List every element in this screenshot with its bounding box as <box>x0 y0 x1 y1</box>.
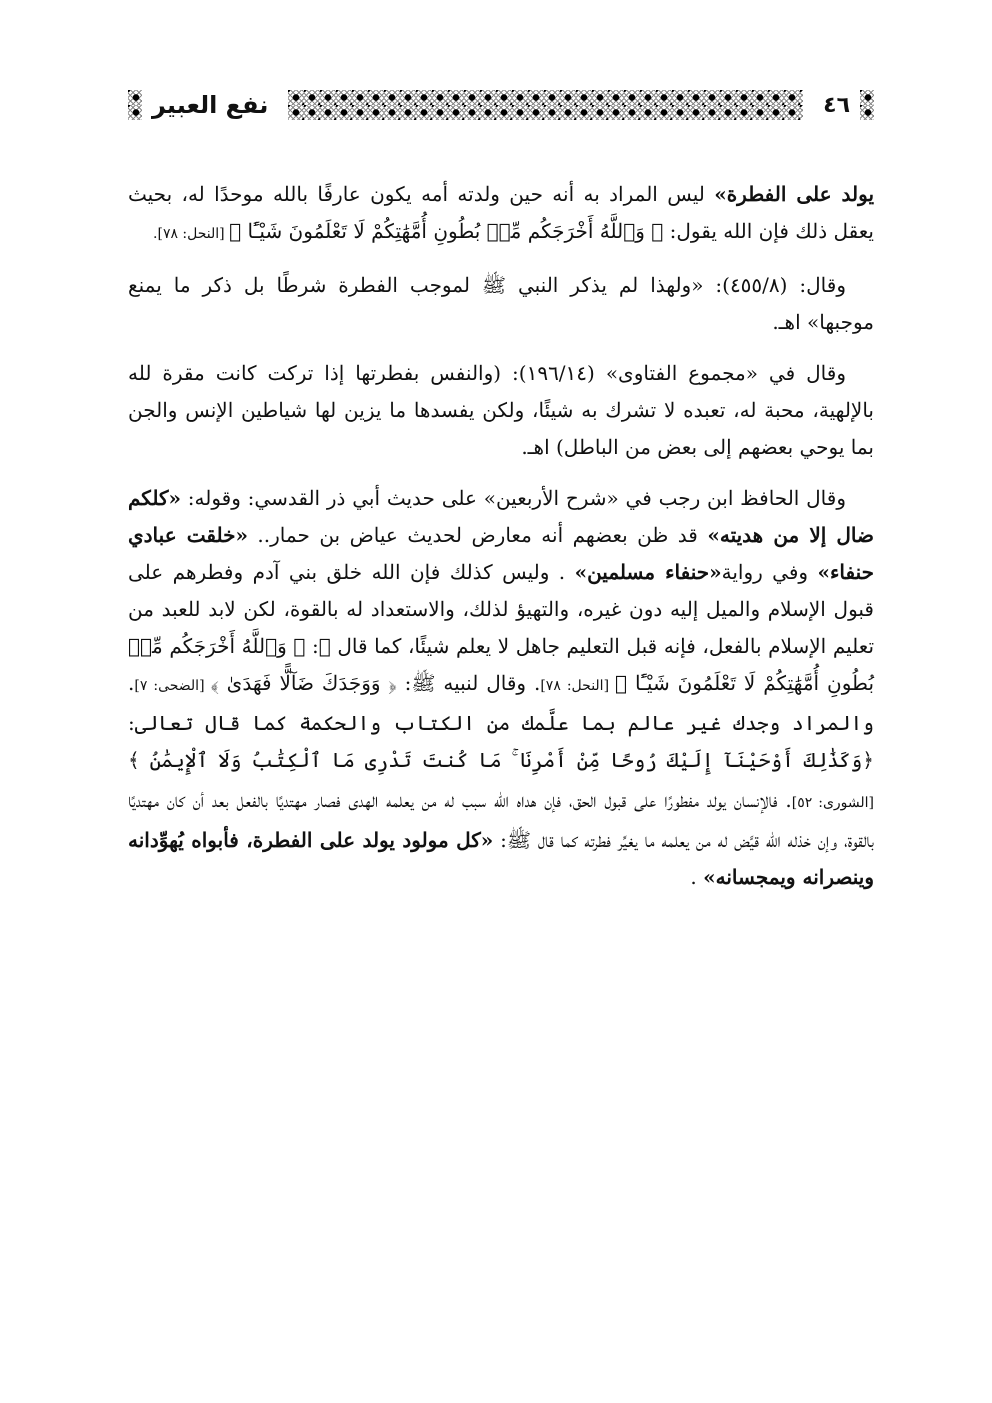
hadith-quote: «كلكم ضال إلا من هديته» <box>128 486 875 547</box>
verse-reference: [الشورى: ٥٢] <box>791 795 874 811</box>
page-header <box>128 86 874 124</box>
page-body <box>128 176 874 910</box>
hadith-quote: «خلقت عبادي حنفاء» <box>128 523 874 584</box>
text-run: ليس المراد به أنه حين ولدته أمه يكون عارفًا بالله موحدًا له، بحيث يعقل ذلك فإن الله يقول: <box>128 182 874 243</box>
text-run: . والمراد وجدك غير عالم بما علَّمك من الكتاب والحكمة كما قال تعالى: <box>128 671 874 735</box>
text-run: وقال الحافظ ابن رجب في «شرح الأربعين» على حديث أبي ذر القدسي: وقوله: <box>181 486 846 510</box>
ornament-icon <box>128 90 142 120</box>
paragraph <box>128 355 874 466</box>
verse-reference: [النحل: ٧٨]. <box>153 226 230 242</box>
page-number: ٤٦ <box>823 92 850 118</box>
text-run: . فالإنسان يولد مفطورًا على قبول الحق، فإن هداه الله سبب له من يعلمه الهدى فصار مهتديًا بالفعل بعد أن كان مهتديًا بالقوة، وإن خذله الله قيَّض له من يعلمه ما يغيِّر فطرته كما قال ﷺ: <box>128 788 874 852</box>
hadith-quote: «كل مولود يولد على الفطرة، فأبواه يُهوِّدانه وينصرانه ويمجسانه» <box>128 828 874 889</box>
text-run: . وقال لنبيه ﷺ: <box>396 671 541 695</box>
hadith-quote: يولد على الفطرة» <box>714 182 875 206</box>
quran-verse: ﴿ وَٱللَّهُ أَخْرَجَكُم مِّنۢ بُطُونِ أُمَّهَٰتِكُمْ لَا تَعْلَمُونَ شَيْـًٔا ﴾ <box>128 634 875 695</box>
text-run: . <box>690 865 704 889</box>
ornament-icon <box>860 90 874 120</box>
quran-verse: ﴿ وَٱللَّهُ أَخْرَجَكُم مِّنۢ بُطُونِ أُمَّهَٰتِكُمْ لَا تَعْلَمُونَ شَيْـًٔا ﴾ <box>229 219 664 243</box>
quran-verse: ﴿وَكَذَٰلِكَ أَوْحَيْنَآ إِلَيْكَ رُوحًا مِّنْ أَمْرِنَا ۚ مَا كُنتَ تَدْرِى مَا ٱلْكِتَٰبُ وَلَا ٱلْإِيمَٰنُ ﴾ <box>128 748 874 772</box>
verse-reference: [النحل: ٧٨] <box>540 678 616 694</box>
text-run: . وليس كذلك فإن الله خلق بني آدم وفطرهم على قبول الإسلام والميل إليه دون غيره، والتهيؤ لذلك، والاستعداد له بالقوة، لكن لابد للعبد من تعليم الإسلام بالفعل، فإنه قبل التعليم جاهل لا يعلم شيئًا، كما قال ﷻ: <box>128 560 875 658</box>
text-run: قد ظن بعضهم أنه معارض لحديث عياض بن حمار.. <box>247 523 708 547</box>
text-run: وقال: (٤٥٥/٨): «ولهذا لم يذكر النبي ﷺ لموجب الفطرة شرطًا بل ذكر ما يمنع موجبها» اهـ. <box>128 273 874 334</box>
text-run: وفي رواية <box>721 560 818 584</box>
paragraph <box>128 176 874 253</box>
quran-verse: ﴿ وَوَجَدَكَ ضَآلًّا فَهَدَىٰ ﴾ <box>210 671 397 695</box>
ornament-band-icon <box>288 90 803 120</box>
paragraph <box>128 480 874 896</box>
hadith-quote: «حنفاء مسلمين» <box>574 560 722 584</box>
verse-reference: [الضحى: ٧] <box>134 678 211 694</box>
text-run: وقال في «مجموع الفتاوى» (١٩٦/١٤): (والنفس بفطرتها إذا تركت كانت مقرة لله بالإلهية، محبة له، تعبده لا تشرك به شيئًا، ولكن يفسدها ما يزين لها شياطين الإنس والجن بما يوحي بعضهم إلى بعض من الباطل) اهـ. <box>128 361 874 459</box>
book-title: نفع العبير <box>152 91 269 119</box>
paragraph <box>128 267 874 341</box>
